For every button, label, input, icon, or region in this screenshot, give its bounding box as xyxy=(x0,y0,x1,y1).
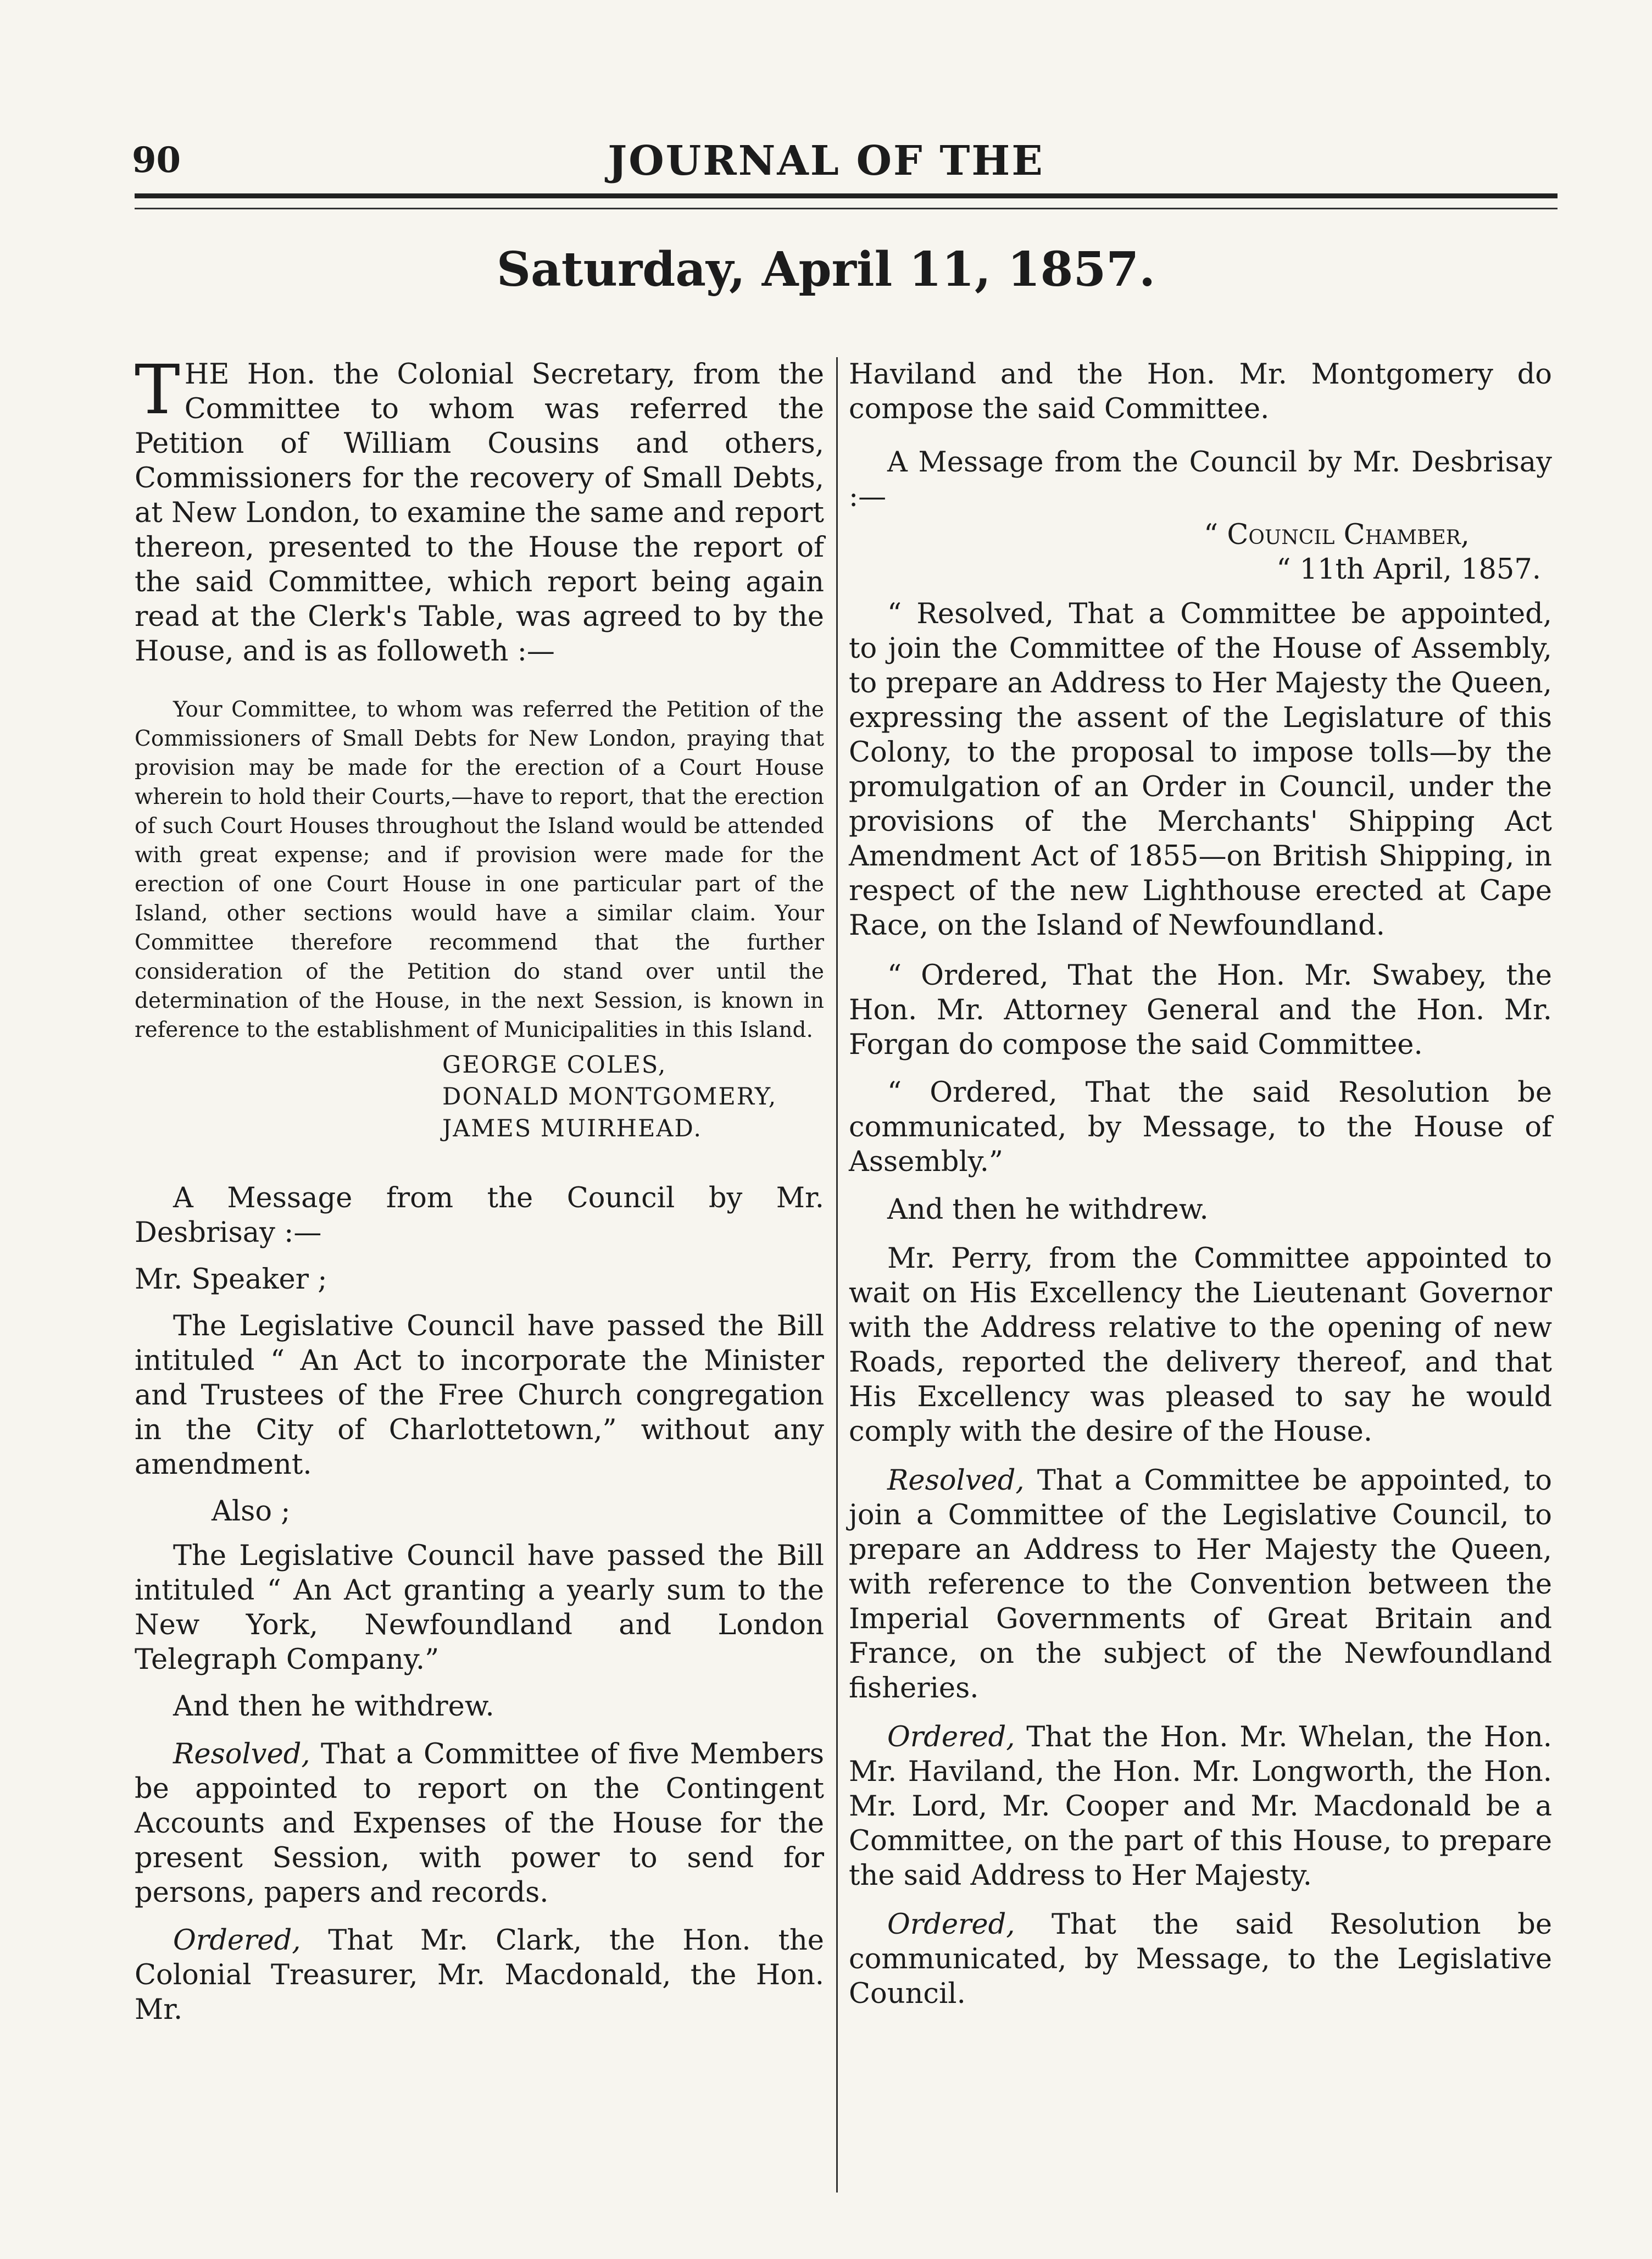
signature-block xyxy=(135,1049,824,1145)
resolved-label: Resolved, xyxy=(173,1738,310,1770)
ordered-paragraph xyxy=(135,1923,824,2027)
resolved-paragraph xyxy=(849,1463,1552,1706)
ordered-label: Ordered, xyxy=(173,1924,301,1957)
message-intro: A Message from the Council by Mr. Desbrisay :— xyxy=(135,1182,824,1249)
withdrew-line: And then he withdrew. xyxy=(173,1690,494,1723)
council-order: “ Ordered, That the said Resolution be communicated, by Message, to the House of Assembly.” xyxy=(849,1076,1552,1178)
bill-paragraph: The Legislative Council have passed the Bill intituled “ An Act granting a yearly sum to the New York, Newfoundland and London Telegraph Company.” xyxy=(135,1540,824,1676)
ordered-label: Ordered, xyxy=(887,1908,1015,1941)
committee-report: Your Committee, to whom was referred the Petition of the Commissioners of Small Debts for New London, praying that provision may be made for the erection of a Court House wherein to hold their Courts,—have to report, that the erection of such Court Houses throughout the Island would be attended with great expense; and if provision were made for the erection of one Court House in one particular part of the Island, other sections would have a similar claim. Your Committee therefore recommend that the further consideration of the Petition do stand over until the determination of the House, in the next Session, is known in reference to the establishment of Municipalities in this Island. xyxy=(135,697,824,1042)
also-line: Also ; xyxy=(212,1495,291,1528)
perry-report-paragraph: Mr. Perry, from the Committee appointed to wait on His Excellency the Lieutenant Governor with the Address relative to the opening of new Roads, reported the delivery thereof, and that His Excellency was pleased to say he would comply with the desire of the House. xyxy=(849,1242,1552,1448)
running-head: JOURNAL OF THE xyxy=(608,137,1044,185)
intro-paragraph: THE Hon. the Colonial Secretary, from the Committee to whom was referred the Petition of William Cousins and others, Commissioners for the recovery of Small Debts, at New London, to examine the same and report thereon, presented to the House the report of the said Committee, which report being again read at the Clerk's Table, was agreed to by the House, and is as followeth :— xyxy=(135,351,824,668)
council-resolution: “ Resolved, That a Committee be appointed, to join the Committee of the House of Assembly, to prepare an Address to Her Majesty the Queen, expressing the assent of the Legislature of this Colony, to the proposal to impose tolls—by the promulgation of an Order in Council, under the provisions of the Merchants' Shipping Act Amendment Act of 1855—on British Shipping, in respect of the new Lighthouse erected at Cape Race, on the Island of Newfoundland. xyxy=(849,598,1552,942)
signature: JAMES MUIRHEAD. xyxy=(442,1115,703,1142)
message-intro: A Message from the Council by Mr. Desbrisay :— xyxy=(849,446,1552,513)
column-divider xyxy=(836,357,838,2193)
withdrew-line: And then he withdrew. xyxy=(887,1194,1209,1226)
ordered-label: Ordered, xyxy=(887,1721,1015,1753)
ordered-paragraph xyxy=(849,1720,1552,1893)
ordered-text: That the Hon. Mr. Whelan, the Hon. Mr. Haviland, the Hon. Mr. Longworth, the Hon. Mr. Lord, Mr. Cooper and Mr. Macdonald be a Committee, on the part of this House, to prepare the said Address to Her Majesty. xyxy=(849,1721,1553,1892)
signature: DONALD MONTGOMERY, xyxy=(442,1083,777,1111)
resolved-text: That a Committee of five Members be appointed to report on the Contingent Accounts and Expenses of the House for the present Session, with power to send for persons, papers and records. xyxy=(135,1738,824,1909)
ordered-text: That Mr. Clark, the Hon. the Colonial Treasurer, Mr. Macdonald, the Hon. Mr. xyxy=(135,1924,824,2026)
signature: GEORGE COLES, xyxy=(442,1051,667,1079)
continuation-paragraph: Haviland and the Hon. Mr. Montgomery do compose the said Committee. xyxy=(849,358,1552,425)
ordered-paragraph xyxy=(849,1907,1552,2011)
left-column xyxy=(135,351,824,2027)
header-rule-thick xyxy=(135,193,1558,198)
page-number: 90 xyxy=(132,140,181,181)
header-rule-thin xyxy=(135,208,1558,209)
resolved-label: Resolved, xyxy=(887,1464,1025,1497)
council-chamber-date: “ 11th April, 1857. xyxy=(1276,553,1541,586)
resolved-text: That a Committee be appointed, to join a Committee of the Legislative Council, to prepare an Address to Her Majesty the Queen, with reference to the Convention between the Imperial Governments of Great Britain and France, on the subject of the Newfoundland fisheries. xyxy=(849,1464,1552,1705)
speaker-salutation: Mr. Speaker ; xyxy=(135,1263,327,1296)
resolved-paragraph xyxy=(135,1737,824,1910)
bill-paragraph: The Legislative Council have passed the Bill intituled “ An Act to incorporate the Minister and Trustees of the Free Church congregation in the City of Charlottetown,” without any amendment. xyxy=(135,1310,824,1481)
council-order: “ Ordered, That the Hon. Mr. Swabey, the Hon. Mr. Attorney General and the Hon. Mr. Forgan do compose the said Committee. xyxy=(849,959,1552,1061)
ordered-text: That the said Resolution be communicated, by Message, to the Legislative Council. xyxy=(849,1908,1553,2010)
right-column xyxy=(849,357,1552,2011)
council-chamber-line: “ Council Chamber, xyxy=(1204,519,1470,551)
date-title: Saturday, April 11, 1857. xyxy=(496,242,1156,297)
